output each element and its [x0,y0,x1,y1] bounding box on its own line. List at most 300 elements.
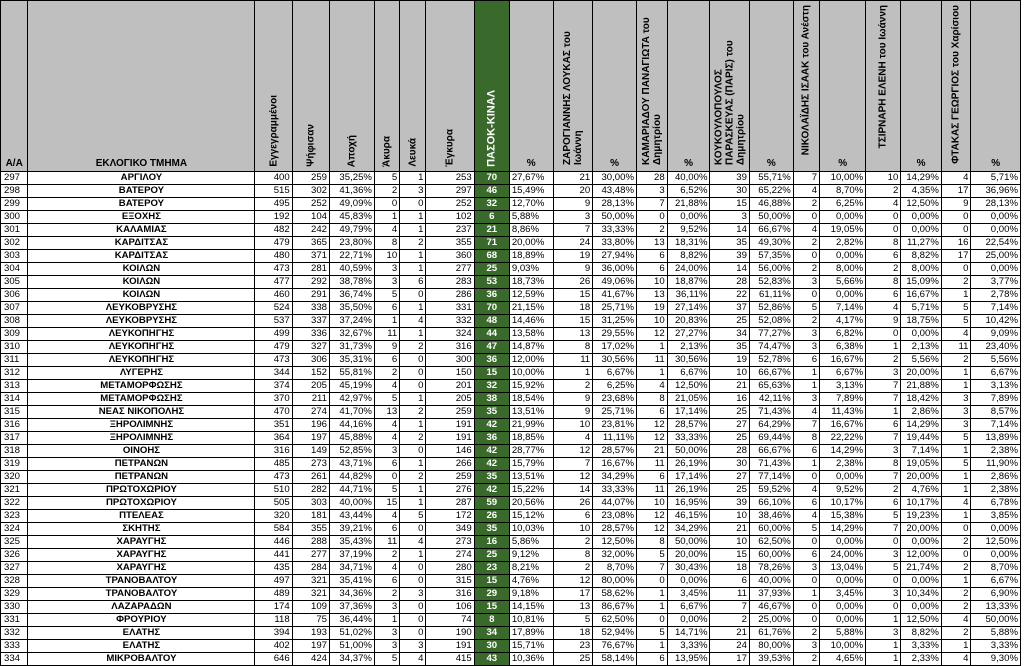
cell-section: ΠΡΩΤΟΧΩΡΙΟΥ [28,484,255,497]
cell-c3-pct: 66,67% [749,224,793,237]
header-valid [426,1,474,172]
cell-valid: 355 [426,237,474,250]
cell-valid: 349 [426,523,474,536]
cell-c5-pct: 5,71% [901,302,942,315]
table-row [1,575,1021,588]
cell-c6-pct: 3,77% [971,276,1021,289]
cell-c5-votes: 2 [866,263,901,276]
cell-c1-pct: 6,25% [593,380,637,393]
cell-turnout: 23,80% [330,237,375,250]
cell-blank: 3 [400,640,426,653]
cell-c1-pct: 23,08% [593,510,637,523]
cell-valid: 274 [426,549,474,562]
cell-c5-votes: 8 [866,237,901,250]
header-registered-label: Εγγεγραμμένοι [268,95,280,167]
table-row [1,341,1021,354]
cell-c6-pct: 0,00% [971,224,1021,237]
cell-party-votes: 35 [474,471,509,484]
cell-invalid: 0 [374,198,399,211]
cell-blank: 1 [400,302,426,315]
cell-c5-votes: 0 [866,328,901,341]
cell-aa: 328 [1,575,28,588]
cell-c5-pct: 0,00% [901,224,942,237]
cell-c4-pct: 22,22% [820,432,866,445]
cell-registered: 374 [255,380,292,393]
cell-voted: 336 [292,328,329,341]
cell-registered: 515 [255,185,292,198]
cell-c4-votes: 4 [793,185,819,198]
cell-invalid: 4 [374,419,399,432]
cell-blank: 4 [400,315,426,328]
cell-turnout: 41,36% [330,185,375,198]
cell-invalid: 6 [374,575,399,588]
cell-c4-pct: 0,00% [820,289,866,302]
cell-c1-votes: 1 [553,367,592,380]
cell-turnout: 35,43% [330,536,375,549]
cell-c6-pct: 13,33% [971,601,1021,614]
cell-aa: 312 [1,367,28,380]
cell-blank: 1 [400,549,426,562]
cell-c5-pct: 19,05% [901,458,942,471]
cell-c4-pct: 0,00% [820,250,866,263]
cell-c4-pct: 0,00% [820,575,866,588]
cell-invalid: 4 [374,380,399,393]
cell-c5-pct: 15,09% [901,276,942,289]
cell-aa: 298 [1,185,28,198]
cell-valid: 253 [426,172,474,185]
cell-c6-pct: 50,00% [971,614,1021,627]
cell-party-pct: 18,85% [509,432,553,445]
cell-turnout: 49,79% [330,224,375,237]
cell-party-votes: 42 [474,484,509,497]
cell-c5-pct: 8,00% [901,263,942,276]
cell-section: ΚΑΡΔΙΤΣΑΣ [28,250,255,263]
cell-invalid: 4 [374,224,399,237]
table-row [1,302,1021,315]
cell-aa: 327 [1,562,28,575]
cell-c4-pct: 5,88% [820,627,866,640]
cell-turnout: 38,78% [330,276,375,289]
cell-c5-pct: 19,23% [901,510,942,523]
cell-c4-votes: 0 [793,250,819,263]
cell-aa: 300 [1,211,28,224]
cell-aa: 329 [1,588,28,601]
cell-aa: 323 [1,510,28,523]
cell-c3-pct: 39,53% [749,653,793,666]
table-body [1,172,1021,666]
cell-c2-votes: 11 [637,458,668,471]
cell-c3-pct: 69,44% [749,432,793,445]
cell-c5-votes: 6 [866,419,901,432]
cell-registered: 537 [255,315,292,328]
cell-c4-votes: 6 [793,354,819,367]
cell-c6-pct: 6,78% [971,497,1021,510]
cell-c1-votes: 23 [553,640,592,653]
cell-c4-pct: 3,45% [820,588,866,601]
cell-c2-pct: 17,14% [667,471,710,484]
cell-invalid: 11 [374,536,399,549]
cell-c2-pct: 50,00% [667,536,710,549]
table-row [1,289,1021,302]
cell-turnout: 37,36% [330,601,375,614]
cell-c1-pct: 31,25% [593,315,637,328]
cell-c1-pct: 25,71% [593,406,637,419]
cell-party-votes: 30 [474,640,509,653]
cell-section: ΜΕΤΑΜΟΡΦΩΣΗΣ [28,380,255,393]
table-row [1,471,1021,484]
cell-blank: 4 [400,653,426,666]
header-registered [255,1,292,172]
header-candidate-6-label: ΦΤΑΚΑΣ ΓΕΩΡΓΙΟΣ του Χαρίσιου [950,5,962,164]
cell-invalid: 6 [374,354,399,367]
header-candidate-3 [710,1,749,172]
cell-c6-votes: 17 [941,250,971,263]
cell-voted: 321 [292,588,329,601]
cell-c2-votes: 6 [637,250,668,263]
cell-turnout: 37,19% [330,549,375,562]
cell-c1-votes: 2 [553,562,592,575]
cell-c2-pct: 20,83% [667,315,710,328]
cell-party-votes: 53 [474,276,509,289]
cell-c6-votes: 0 [941,263,971,276]
cell-c3-pct: 77,27% [749,328,793,341]
header-candidate-5 [866,1,901,172]
cell-party-votes: 70 [474,302,509,315]
cell-section: ΤΡΑΝΟΒΑΛΤΟΥ [28,575,255,588]
table-row [1,614,1021,627]
cell-c6-pct: 11,90% [971,458,1021,471]
cell-aa: 331 [1,614,28,627]
cell-party-votes: 42 [474,419,509,432]
cell-c2-votes: 12 [637,419,668,432]
cell-blank: 3 [400,185,426,198]
cell-party-pct: 14,46% [509,315,553,328]
cell-c1-pct: 58,62% [593,588,637,601]
cell-c3-votes: 25 [710,432,749,445]
cell-section: ΛΕΥΚΟΒΡΥΣΗΣ [28,302,255,315]
cell-turnout: 51,02% [330,627,375,640]
cell-blank: 0 [400,445,426,458]
cell-registered: 174 [255,601,292,614]
cell-c5-votes: 7 [866,471,901,484]
cell-voted: 252 [292,198,329,211]
cell-c1-pct: 28,57% [593,523,637,536]
cell-c1-pct: 43,48% [593,185,637,198]
cell-c6-votes: 16 [941,237,971,250]
cell-section: ΚΟΙΛΩΝ [28,289,255,302]
cell-party-votes: 34 [474,627,509,640]
cell-c2-votes: 10 [637,276,668,289]
header-row [1,1,1021,172]
table-row [1,393,1021,406]
header-valid-label: Έγκυρα [444,129,456,167]
cell-valid: 259 [426,471,474,484]
cell-c1-votes: 9 [553,393,592,406]
cell-registered: 489 [255,588,292,601]
cell-c3-votes: 28 [710,445,749,458]
cell-voted: 273 [292,458,329,471]
cell-blank: 1 [400,497,426,510]
cell-c4-pct: 19,05% [820,224,866,237]
cell-c5-pct: 18,42% [901,393,942,406]
cell-section: ΛΕΥΚΟΠΗΓΗΣ [28,341,255,354]
cell-registered: 499 [255,328,292,341]
cell-voted: 261 [292,471,329,484]
cell-blank: 2 [400,432,426,445]
cell-c3-votes: 25 [710,406,749,419]
table-row [1,224,1021,237]
cell-c3-votes: 17 [710,653,749,666]
cell-c5-votes: 0 [866,224,901,237]
cell-c3-votes: 10 [710,510,749,523]
cell-c6-pct: 36,96% [971,185,1021,198]
cell-c3-votes: 14 [710,263,749,276]
cell-c1-pct: 50,00% [593,211,637,224]
table-row [1,445,1021,458]
cell-registered: 400 [255,172,292,185]
cell-c2-pct: 30,56% [667,354,710,367]
cell-aa: 314 [1,393,28,406]
cell-c5-pct: 21,74% [901,562,942,575]
cell-voted: 259 [292,172,329,185]
cell-invalid: 15 [374,497,399,510]
cell-c5-votes: 0 [866,601,901,614]
cell-invalid: 4 [374,562,399,575]
cell-blank: 1 [400,172,426,185]
cell-section: ΤΡΑΝΟΒΑΛΤΟΥ [28,588,255,601]
cell-party-pct: 10,81% [509,614,553,627]
cell-valid: 172 [426,510,474,523]
cell-aa: 332 [1,627,28,640]
cell-voted: 197 [292,640,329,653]
cell-blank: 2 [400,406,426,419]
cell-c4-pct: 14,29% [820,523,866,536]
cell-valid: 237 [426,224,474,237]
cell-c6-pct: 0,00% [971,549,1021,562]
cell-party-votes: 25 [474,549,509,562]
cell-party-pct: 10,03% [509,523,553,536]
cell-c1-votes: 21 [553,172,592,185]
cell-c5-pct: 2,13% [901,341,942,354]
cell-aa: 325 [1,536,28,549]
cell-voted: 277 [292,549,329,562]
cell-party-votes: 47 [474,341,509,354]
cell-c6-votes: 0 [941,211,971,224]
cell-party-votes: 15 [474,575,509,588]
cell-c1-votes: 15 [553,315,592,328]
cell-turnout: 36,74% [330,289,375,302]
cell-c5-votes: 9 [866,315,901,328]
cell-c3-pct: 46,88% [749,198,793,211]
cell-voted: 288 [292,536,329,549]
cell-c4-pct: 0,00% [820,614,866,627]
cell-c6-votes: 1 [941,575,971,588]
cell-c2-pct: 0,00% [667,614,710,627]
cell-c3-pct: 52,78% [749,354,793,367]
cell-aa: 326 [1,549,28,562]
cell-c4-votes: 4 [793,484,819,497]
cell-voted: 337 [292,315,329,328]
header-section: ΕΚΛΟΓΙΚΟ ΤΜΗΜΑ [28,1,255,172]
cell-blank: 1 [400,419,426,432]
cell-c6-pct: 7,14% [971,419,1021,432]
cell-c1-pct: 33,80% [593,237,637,250]
cell-party-pct: 4,76% [509,575,553,588]
cell-c6-votes: 11 [941,341,971,354]
cell-c1-votes: 14 [553,484,592,497]
cell-c4-votes: 1 [793,588,819,601]
cell-registered: 479 [255,341,292,354]
cell-c4-votes: 2 [793,627,819,640]
cell-c1-pct: 33,33% [593,484,637,497]
cell-registered: 192 [255,211,292,224]
cell-c1-votes: 17 [553,588,592,601]
header-invalid-label: Άκυρα [381,136,393,167]
cell-party-pct: 15,12% [509,510,553,523]
cell-party-pct: 18,89% [509,250,553,263]
cell-aa: 334 [1,653,28,666]
cell-c3-pct: 52,08% [749,315,793,328]
cell-section: ΒΑΤΕΡΟΥ [28,185,255,198]
cell-c1-pct: 32,00% [593,549,637,562]
cell-c2-pct: 18,87% [667,276,710,289]
cell-c4-votes: 1 [793,458,819,471]
cell-invalid: 4 [374,432,399,445]
cell-c6-votes: 2 [941,276,971,289]
cell-c6-votes: 1 [941,471,971,484]
cell-c2-votes: 5 [637,549,668,562]
cell-invalid: 10 [374,250,399,263]
cell-aa: 302 [1,237,28,250]
cell-c3-pct: 59,52% [749,484,793,497]
cell-c2-votes: 3 [637,185,668,198]
cell-c1-pct: 28,13% [593,198,637,211]
cell-c5-pct: 0,00% [901,575,942,588]
cell-c2-pct: 40,00% [667,172,710,185]
cell-section: ΚΑΛΑΜΙΑΣ [28,224,255,237]
cell-invalid: 2 [374,367,399,380]
cell-c6-pct: 6,67% [971,575,1021,588]
cell-c2-votes: 13 [637,289,668,302]
cell-c6-pct: 6,67% [971,367,1021,380]
cell-c1-votes: 11 [553,354,592,367]
cell-party-votes: 32 [474,380,509,393]
cell-valid: 205 [426,393,474,406]
cell-c2-votes: 6 [637,263,668,276]
cell-party-votes: 43 [474,653,509,666]
cell-c4-pct: 15,38% [820,510,866,523]
cell-c3-pct: 37,93% [749,588,793,601]
cell-section: ΦΡΟΥΡΙΟΥ [28,614,255,627]
cell-c3-pct: 77,14% [749,471,793,484]
cell-aa: 303 [1,250,28,263]
cell-c5-pct: 2,33% [901,653,942,666]
cell-c5-pct: 3,33% [901,640,942,653]
cell-c2-pct: 3,33% [667,640,710,653]
cell-registered: 402 [255,640,292,653]
cell-c3-votes: 15 [710,198,749,211]
cell-section: ΛΥΓΕΡΗΣ [28,367,255,380]
cell-c4-votes: 0 [793,575,819,588]
cell-voted: 424 [292,653,329,666]
cell-c5-pct: 14,29% [901,419,942,432]
cell-c2-votes: 5 [637,627,668,640]
table-row [1,263,1021,276]
cell-aa: 322 [1,497,28,510]
cell-c6-votes: 4 [941,614,971,627]
cell-c1-pct: 52,94% [593,627,637,640]
cell-registered: 370 [255,393,292,406]
cell-aa: 307 [1,302,28,315]
cell-c3-pct: 57,35% [749,250,793,263]
cell-section: ΜΙΚΡΟΒΑΛΤΟΥ [28,653,255,666]
cell-turnout: 49,09% [330,198,375,211]
cell-c5-votes: 5 [866,510,901,523]
cell-c1-votes: 4 [553,432,592,445]
cell-invalid: 3 [374,640,399,653]
cell-voted: 196 [292,419,329,432]
cell-c4-pct: 6,67% [820,367,866,380]
cell-party-pct: 21,99% [509,419,553,432]
cell-invalid: 2 [374,588,399,601]
cell-c2-votes: 12 [637,523,668,536]
cell-c5-pct: 18,75% [901,315,942,328]
cell-party-votes: 70 [474,172,509,185]
cell-party-votes: 21 [474,224,509,237]
cell-c3-pct: 40,00% [749,575,793,588]
cell-c4-votes: 2 [793,263,819,276]
cell-c5-pct: 21,88% [901,380,942,393]
cell-valid: 191 [426,419,474,432]
cell-c6-votes: 5 [941,315,971,328]
cell-c6-pct: 2,86% [971,471,1021,484]
cell-registered: 446 [255,536,292,549]
cell-c1-votes: 10 [553,419,592,432]
cell-c2-votes: 21 [637,445,668,458]
cell-registered: 435 [255,562,292,575]
table-row [1,276,1021,289]
table-row [1,198,1021,211]
cell-aa: 319 [1,458,28,471]
cell-section: ΕΛΑΤΗΣ [28,640,255,653]
cell-c5-votes: 8 [866,276,901,289]
cell-voted: 327 [292,341,329,354]
cell-c6-votes: 2 [941,536,971,549]
cell-c4-votes: 0 [793,536,819,549]
table-row [1,523,1021,536]
cell-c2-votes: 0 [637,575,668,588]
cell-invalid: 5 [374,393,399,406]
cell-c2-pct: 26,19% [667,484,710,497]
cell-c3-votes: 3 [710,211,749,224]
cell-c4-votes: 7 [793,172,819,185]
cell-c4-pct: 6,25% [820,198,866,211]
cell-c2-pct: 24,00% [667,263,710,276]
cell-blank: 2 [400,471,426,484]
cell-party-votes: 8 [474,614,509,627]
cell-blank: 1 [400,224,426,237]
cell-c1-votes: 24 [553,237,592,250]
cell-aa: 333 [1,640,28,653]
cell-party-pct: 15,71% [509,640,553,653]
cell-c6-pct: 7,14% [971,302,1021,315]
cell-c1-votes: 19 [553,250,592,263]
cell-section: ΒΑΤΕΡΟΥ [28,198,255,211]
cell-party-pct: 12,70% [509,198,553,211]
cell-c3-votes: 25 [710,484,749,497]
cell-c4-votes: 3 [793,328,819,341]
cell-c5-pct: 12,50% [901,198,942,211]
